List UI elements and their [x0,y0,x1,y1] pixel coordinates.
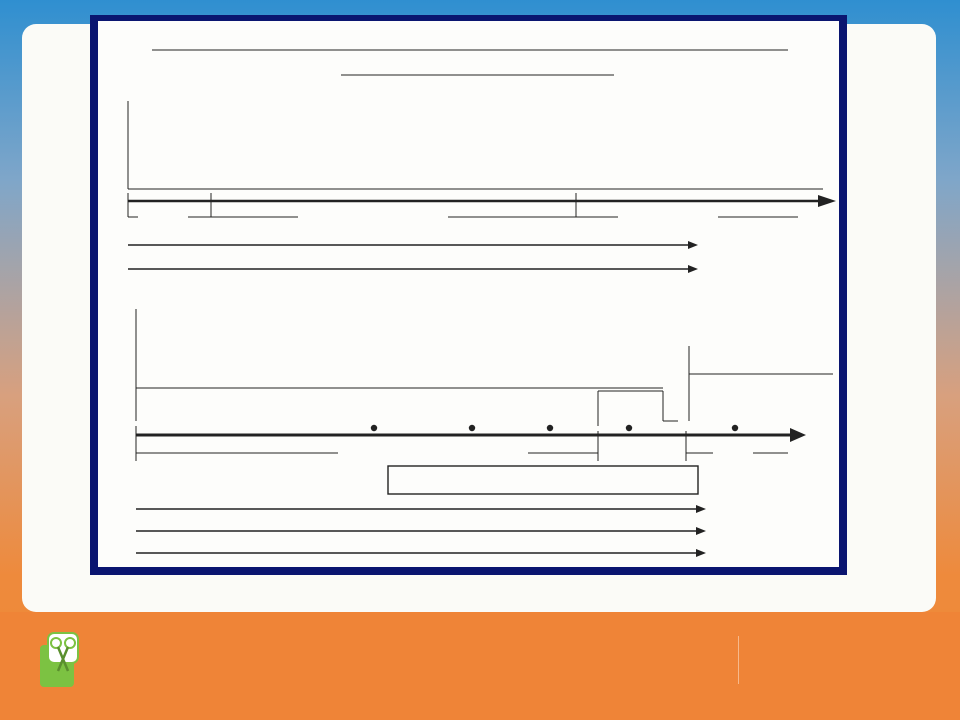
top-trend-arrows [128,241,698,273]
bottom-phase-arrow [136,425,806,461]
doppler-figure [98,21,839,567]
no-signal-box [598,346,833,426]
cucaiba-logo-icon [38,631,88,689]
figure-frame [90,15,847,575]
arrest-box [388,466,698,494]
top-phase-bracket [128,193,836,217]
footer-bar [0,612,960,720]
doppler-diagram [98,21,839,567]
footer-separator [738,636,739,684]
bottom-trend-arrows [136,505,706,557]
